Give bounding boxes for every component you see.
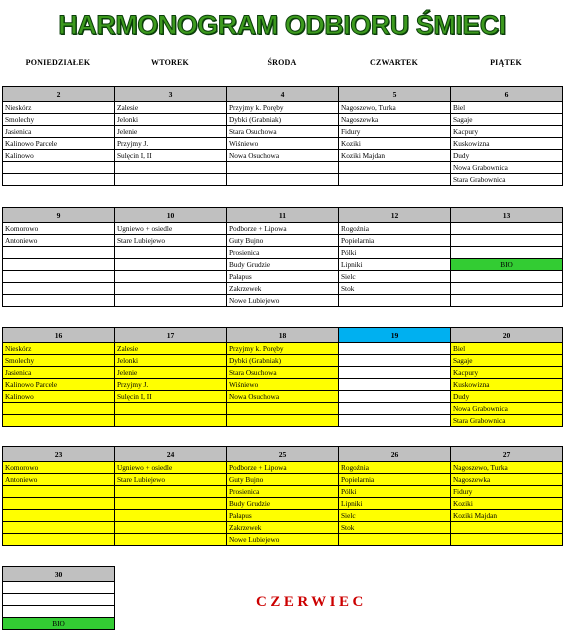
table-row (3, 343, 563, 355)
location-cell: Komorowo (3, 462, 115, 474)
table-row (3, 379, 563, 391)
location-cell (3, 606, 115, 618)
location-cell (115, 259, 227, 271)
location-cell: Koziki Majdan (451, 510, 563, 522)
table-row (3, 150, 563, 162)
location-cell: Prosienica (227, 247, 339, 259)
location-cell: Nagoszewka (451, 474, 563, 486)
table-row (3, 174, 563, 186)
table-row (3, 295, 563, 307)
table-row (3, 522, 563, 534)
date-header: 24 (115, 447, 227, 462)
location-cell: Nowa Grabownica (451, 403, 563, 415)
date-header: 5 (339, 87, 451, 102)
location-cell (115, 403, 227, 415)
location-cell: Podborze + Lipowa (227, 223, 339, 235)
table-row (3, 114, 563, 126)
location-cell (339, 415, 451, 427)
location-cell: Dudy (451, 150, 563, 162)
location-cell: Podborze + Lipowa (227, 462, 339, 474)
location-cell: Kalinowo (3, 391, 115, 403)
table-row (3, 126, 563, 138)
location-cell: Nowe Lubiejewo (227, 534, 339, 546)
location-cell (227, 162, 339, 174)
location-cell: Smolechy (3, 355, 115, 367)
table-row (3, 259, 563, 271)
location-cell: Stare Lubiejewo (115, 474, 227, 486)
location-cell (339, 403, 451, 415)
bio-cell: BIO (3, 618, 115, 630)
location-cell: Zalesie (115, 102, 227, 114)
table-row (3, 391, 563, 403)
location-cell (3, 403, 115, 415)
location-cell (339, 162, 451, 174)
location-cell: Budy Grudzie (227, 498, 339, 510)
location-cell: Stara Grabownica (451, 415, 563, 427)
location-cell (227, 415, 339, 427)
date-header: 20 (451, 328, 563, 343)
day-tuesday: WTOREK (151, 58, 189, 67)
location-cell: Guty Bujno (227, 474, 339, 486)
location-cell: Kacpury (451, 367, 563, 379)
location-cell: Stare Lubiejewo (115, 235, 227, 247)
location-cell: Pólki (339, 486, 451, 498)
location-cell: Guty Bujno (227, 235, 339, 247)
location-cell: Jelenie (115, 126, 227, 138)
location-cell (3, 522, 115, 534)
date-header: 16 (3, 328, 115, 343)
location-cell (339, 174, 451, 186)
location-cell (3, 498, 115, 510)
location-cell (115, 283, 227, 295)
location-cell (115, 510, 227, 522)
table-row (3, 162, 563, 174)
location-cell: Koziki Majdan (339, 150, 451, 162)
location-cell: Sielc (339, 271, 451, 283)
location-cell (451, 295, 563, 307)
location-cell (3, 594, 115, 606)
location-cell: Prosienica (227, 486, 339, 498)
table-row (3, 510, 563, 522)
table-row (3, 534, 563, 546)
location-cell (3, 534, 115, 546)
location-cell: Antoniewo (3, 474, 115, 486)
location-cell: Przyjmy k. Poręby (227, 102, 339, 114)
table-row (3, 355, 563, 367)
table-row (3, 102, 563, 114)
date-header: 12 (339, 208, 451, 223)
location-cell (3, 174, 115, 186)
week-table (2, 446, 563, 546)
date-header: 27 (451, 447, 563, 462)
table-row (3, 618, 115, 630)
date-header: 13 (451, 208, 563, 223)
location-cell (115, 498, 227, 510)
location-cell (339, 379, 451, 391)
location-cell (3, 247, 115, 259)
location-cell: Nowe Lubiejewo (227, 295, 339, 307)
date-header: 2 (3, 87, 115, 102)
location-cell: Pólki (339, 247, 451, 259)
location-cell (115, 295, 227, 307)
location-cell: Nagoszewo, Turka (451, 462, 563, 474)
location-cell: Komorowo (3, 223, 115, 235)
weekday-header-row (0, 58, 564, 70)
location-cell: Sulęcin I, II (115, 391, 227, 403)
table-row (3, 498, 563, 510)
location-cell (339, 295, 451, 307)
date-header: 17 (115, 328, 227, 343)
location-cell: Sagaje (451, 114, 563, 126)
location-cell (3, 259, 115, 271)
location-cell (3, 582, 115, 594)
location-cell: Zakrzewek (227, 283, 339, 295)
date-header: 19 (339, 328, 451, 343)
location-cell: Rogoźnia (339, 223, 451, 235)
location-cell (3, 486, 115, 498)
location-cell: Kalinowo Parcele (3, 138, 115, 150)
page-title: HARMONOGRAM ODBIORU ŚMIECI (58, 10, 506, 40)
location-cell: Biel (451, 343, 563, 355)
table-row (3, 582, 115, 594)
location-cell: Koziki (451, 498, 563, 510)
location-cell (451, 534, 563, 546)
location-cell (115, 415, 227, 427)
table-row (3, 474, 563, 486)
date-header: 10 (115, 208, 227, 223)
date-header: 9 (3, 208, 115, 223)
location-cell: Pałapus (227, 271, 339, 283)
date-header: 30 (3, 567, 115, 582)
location-cell: Jelenie (115, 367, 227, 379)
location-cell: Kacpury (451, 126, 563, 138)
location-cell (3, 295, 115, 307)
date-header: 6 (451, 87, 563, 102)
location-cell (3, 271, 115, 283)
location-cell (227, 174, 339, 186)
location-cell: Dybki (Grabniak) (227, 114, 339, 126)
table-row (3, 283, 563, 295)
month-label: CZERWIEC (256, 594, 367, 610)
location-cell: Kalinowo Parcele (3, 379, 115, 391)
location-cell (115, 174, 227, 186)
date-header: 26 (339, 447, 451, 462)
table-row (3, 367, 563, 379)
location-cell: Nowa Osuchowa (227, 391, 339, 403)
location-cell: Lipniki (339, 498, 451, 510)
location-cell: Koziki (339, 138, 451, 150)
location-cell: Przyjmy k. Poręby (227, 343, 339, 355)
location-cell: Stara Grabownica (451, 174, 563, 186)
location-cell: Zalesie (115, 343, 227, 355)
location-cell: Stok (339, 522, 451, 534)
day-wednesday: ŚRODA (267, 58, 297, 67)
location-cell (451, 223, 563, 235)
table-row (3, 606, 115, 618)
location-cell: Sielc (339, 510, 451, 522)
location-cell (451, 522, 563, 534)
location-cell: Zakrzewek (227, 522, 339, 534)
location-cell: Nowa Grabownica (451, 162, 563, 174)
location-cell: Dybki (Grabniak) (227, 355, 339, 367)
location-cell (339, 534, 451, 546)
location-cell: Antoniewo (3, 235, 115, 247)
location-cell (3, 415, 115, 427)
day-friday: PIĄTEK (490, 58, 522, 67)
location-cell: Popielarnia (339, 235, 451, 247)
bio-cell: BIO (451, 259, 563, 271)
location-cell: Nagoszewka (339, 114, 451, 126)
location-cell: Stara Osuchowa (227, 367, 339, 379)
table-row (3, 415, 563, 427)
location-cell: Rogoźnia (339, 462, 451, 474)
location-cell: Pałapus (227, 510, 339, 522)
location-cell (3, 283, 115, 295)
location-cell (339, 367, 451, 379)
week-table (2, 207, 563, 307)
location-cell: Sulęcin I, II (115, 150, 227, 162)
location-cell (115, 162, 227, 174)
location-cell: Przyjmy J. (115, 379, 227, 391)
table-row (3, 247, 563, 259)
location-cell (115, 247, 227, 259)
table-row (3, 403, 563, 415)
date-header: 18 (227, 328, 339, 343)
date-header: 25 (227, 447, 339, 462)
table-row (3, 486, 563, 498)
location-cell: Smolechy (3, 114, 115, 126)
location-cell: Fidury (451, 486, 563, 498)
location-cell: Fidury (339, 126, 451, 138)
location-cell (3, 510, 115, 522)
location-cell (339, 343, 451, 355)
location-cell: Przyjmy J. (115, 138, 227, 150)
table-row (3, 235, 563, 247)
location-cell (115, 486, 227, 498)
table-row (3, 223, 563, 235)
location-cell (3, 162, 115, 174)
location-cell (451, 271, 563, 283)
location-cell (227, 403, 339, 415)
location-cell: Budy Grudzie (227, 259, 339, 271)
location-cell: Stok (339, 283, 451, 295)
location-cell: Nowa Osuchowa (227, 150, 339, 162)
location-cell: Nagoszewo, Turka (339, 102, 451, 114)
location-cell (115, 522, 227, 534)
table-row (3, 138, 563, 150)
location-cell: Biel (451, 102, 563, 114)
location-cell: Wiśniewo (227, 379, 339, 391)
location-cell: Nieskórz (3, 102, 115, 114)
week-table (2, 327, 563, 427)
location-cell: Nieskórz (3, 343, 115, 355)
day-monday: PONIEDZIAŁEK (25, 58, 91, 67)
location-cell (339, 391, 451, 403)
location-cell: Wiśniewo (227, 138, 339, 150)
week-table (2, 566, 115, 630)
location-cell: Lipniki (339, 259, 451, 271)
location-cell: Ugniewo + osiedle (115, 223, 227, 235)
location-cell: Dudy (451, 391, 563, 403)
table-row (3, 271, 563, 283)
location-cell (451, 235, 563, 247)
table-row (3, 462, 563, 474)
date-header: 3 (115, 87, 227, 102)
location-cell: Kuskowizna (451, 379, 563, 391)
location-cell: Jelonki (115, 114, 227, 126)
day-thursday: CZWARTEK (370, 58, 418, 67)
location-cell (451, 283, 563, 295)
location-cell: Kalinowo (3, 150, 115, 162)
location-cell: Popielarnia (339, 474, 451, 486)
location-cell (451, 247, 563, 259)
date-header: 11 (227, 208, 339, 223)
location-cell (339, 355, 451, 367)
location-cell: Jasienica (3, 367, 115, 379)
location-cell (115, 534, 227, 546)
location-cell: Kuskowizna (451, 138, 563, 150)
week-table (2, 86, 563, 186)
location-cell: Ugniewo + osiedle (115, 462, 227, 474)
location-cell (115, 271, 227, 283)
location-cell: Jelonki (115, 355, 227, 367)
date-header: 23 (3, 447, 115, 462)
table-row (3, 594, 115, 606)
location-cell: Jasienica (3, 126, 115, 138)
date-header: 4 (227, 87, 339, 102)
location-cell: Stara Osuchowa (227, 126, 339, 138)
location-cell: Sagaje (451, 355, 563, 367)
